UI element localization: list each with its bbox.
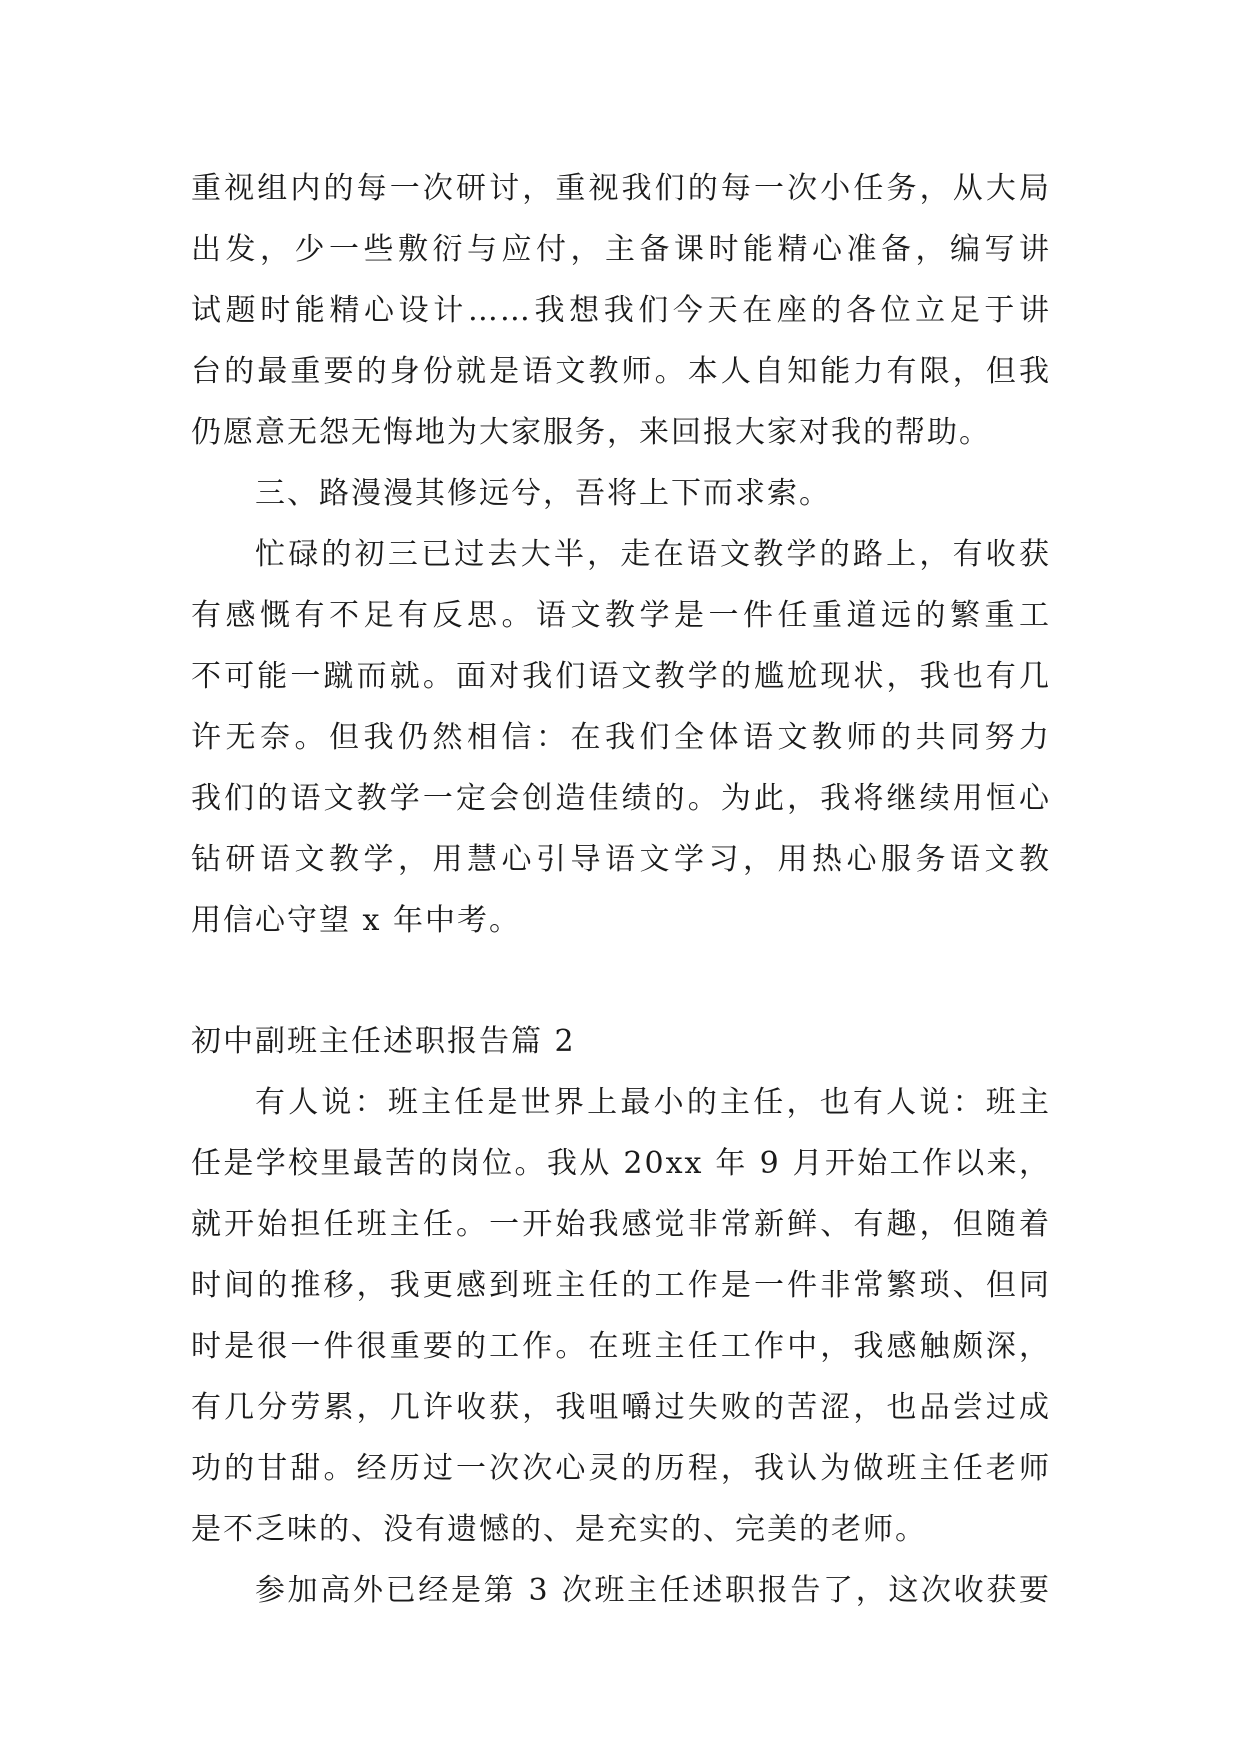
article-title: 初中副班主任述职报告篇 2 xyxy=(191,1024,576,1059)
text-line: 用信心守望 x 年中考。 xyxy=(191,903,521,938)
paragraph-service xyxy=(191,158,1051,463)
section-heading: 三、路漫漫其修远兮，吾将上下而求索。 xyxy=(255,476,831,511)
section-spacer xyxy=(191,951,1051,1011)
document-body xyxy=(191,158,1051,1621)
text-line: 有几分劳累，几许收获，我咀嚼过失败的苦涩，也品尝过成 xyxy=(191,1390,1051,1425)
text-line: 许无奈。但我仍然相信：在我们全体语文教师的共同努力 xyxy=(191,720,1051,755)
paragraph-introduction xyxy=(191,1072,1051,1560)
text-line: 有人说：班主任是世界上最小的主任，也有人说：班主 xyxy=(255,1085,1051,1120)
text-line: 忙碌的初三已过去大半，走在语文教学的路上，有收获 xyxy=(255,537,1051,572)
text-line: 钻研语文教学，用慧心引导语文学习，用热心服务语文教 xyxy=(191,842,1051,877)
paragraph-reflection xyxy=(191,524,1051,951)
text-line: 台的最重要的身份就是语文教师。本人自知能力有限，但我 xyxy=(191,354,1051,389)
text-line: 任是学校里最苦的岗位。我从 20xx 年 9 月开始工作以来， xyxy=(191,1146,1051,1181)
text-line: 重视组内的每一次研讨，重视我们的每一次小任务，从大局 xyxy=(191,171,1051,206)
text-line: 功的甘甜。经历过一次次心灵的历程，我认为做班主任老师 xyxy=(191,1451,1051,1486)
text-line: 我们的语文教学一定会创造佳绩的。为此，我将继续用恒心 xyxy=(191,781,1051,816)
text-line: 试题时能精心设计……我想我们今天在座的各位立足于讲 xyxy=(191,293,1051,328)
text-line: 时是很一件很重要的工作。在班主任工作中，我感触颇深， xyxy=(191,1329,1051,1364)
text-line: 不可能一蹴而就。面对我们语文教学的尴尬现状，我也有几 xyxy=(191,659,1051,694)
text-line: 就开始担任班主任。一开始我感觉非常新鲜、有趣，但随着 xyxy=(191,1207,1051,1242)
text-line: 参加高外已经是第 3 次班主任述职报告了，这次收获要 xyxy=(255,1573,1051,1608)
text-line: 有感慨有不足有反思。语文教学是一件任重道远的繁重工 xyxy=(191,598,1051,633)
text-line: 是不乏味的、没有遗憾的、是充实的、完美的老师。 xyxy=(191,1512,927,1547)
paragraph-report-count xyxy=(191,1560,1051,1621)
text-line: 出发，少一些敷衍与应付，主备课时能精心准备，编写讲 xyxy=(191,232,1051,267)
text-line: 仍愿意无怨无悔地为大家服务，来回报大家对我的帮助。 xyxy=(191,415,991,450)
text-line: 时间的推移，我更感到班主任的工作是一件非常繁琐、但同 xyxy=(191,1268,1051,1303)
